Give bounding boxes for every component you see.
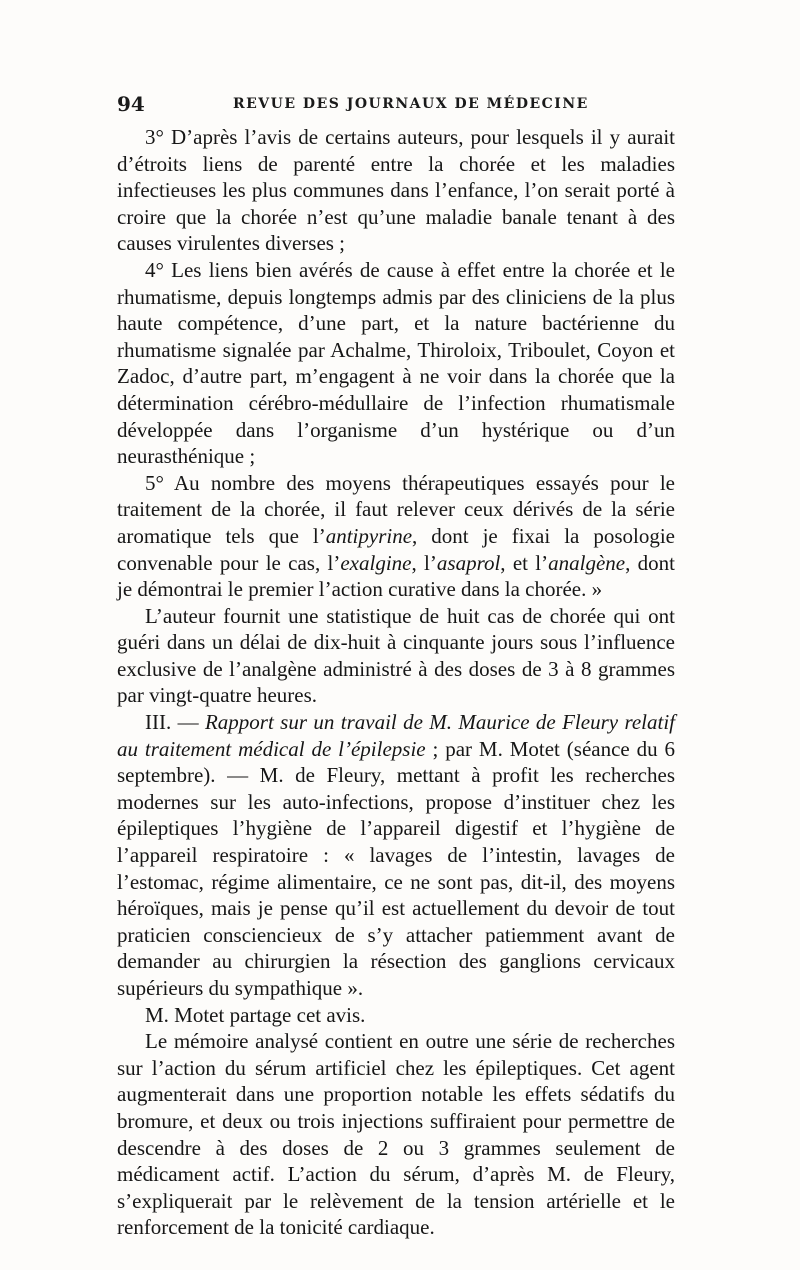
paragraph bbox=[117, 124, 675, 257]
italic-text: antipyrine bbox=[325, 523, 413, 548]
body-text bbox=[117, 124, 675, 1241]
italic-text: analgène bbox=[548, 550, 626, 575]
paragraph bbox=[117, 603, 675, 709]
text-run: , l’ bbox=[411, 550, 437, 575]
text-run: , dont je fixai la posologie convenable pour le cas, l’ bbox=[117, 523, 675, 575]
italic-text: Rapport sur un travail de M. Maurice de Fleury relatif au traitement médical de l’épilepsie bbox=[117, 710, 675, 761]
paragraph bbox=[117, 1002, 675, 1029]
text-run: ; par M. Motet (séance du 6 septembre). — M. de Fleury, mettant à profit les recherches modernes sur les auto-infections, propose d’instituer chez les épileptiques l’hygiène de l’appareil digestif et l’hygiène de l’appareil respiratoire : « lavages de l’intestin, lavages de l’estomac, régime alimentaire, ce ne sont pas, dit-il, des moyens héroïques, mais je pense qu’il est actuellement du devoir de tout praticien consciencieux de s’y attacher patiemment avant de demander au chirurgien la résection des ganglions cervicaux supérieurs du sympathique ». bbox=[117, 736, 675, 1000]
page-number: 94 bbox=[117, 92, 145, 116]
text-run: Le mémoire analysé contient en outre une série de recherches sur l’action du sérum artificiel chez les épileptiques. Cet agent augmenterait dans une proportion notable les effets sédatifs du bromure, et deux ou trois injections suffiraient pour permettre de descendre à des doses de 2 ou 3 grammes seulement de médicament actif. L’action du sérum, d’après M. de Fleury, s’expliquerait par le relèvement de la tension artérielle et le renforcement de la tonicité cardiaque. bbox=[117, 1029, 675, 1240]
text-run: M. Motet partage cet avis. bbox=[145, 1002, 366, 1027]
paragraph bbox=[117, 257, 675, 470]
text-run: , dont je démontrai le premier l’action curative dans la chorée. » bbox=[117, 550, 676, 602]
text-run: 4° Les liens bien avérés de cause à effet entre la chorée et le rhumatisme, depuis longtemps admis par des cliniciens de la plus haute compétence, d’une part, et la nature bactérienne du rhumatisme signalée par Achalme, Thiroloix, Triboulet, Coyon et Zadoc, d’autre part, m’engagent à ne voir dans la chorée que la détermination cérébro-médullaire de l’infection rhumatismale développée dans l’organisme d’un hystérique ou d’un neurasthénique ; bbox=[117, 257, 675, 469]
page-header bbox=[117, 92, 677, 116]
text-run: III. — bbox=[145, 710, 205, 735]
running-head: REVUE DES JOURNAUX DE MÉDECINE bbox=[233, 96, 589, 112]
paragraph bbox=[117, 1028, 675, 1241]
paragraph bbox=[117, 709, 675, 1002]
italic-text: exalgine bbox=[340, 550, 412, 575]
text-run: , et l’ bbox=[500, 550, 549, 575]
text-run: L’auteur fournit une statistique de huit cas de chorée qui ont guéri dans un délai de dix-huit à cinquante jours sous l’influence exclusive de l’analgène administré à des doses de 3 à 8 grammes par vingt-quatre heures. bbox=[117, 603, 675, 708]
paragraph bbox=[117, 470, 675, 603]
italic-text: asaprol bbox=[436, 550, 501, 575]
text-run: 5° Au nombre des moyens thérapeutiques essayés pour le traitement de la chorée, il faut relever ceux dérivés de la série aromatique tels que l’ bbox=[117, 470, 675, 548]
text-run: 3° D’après l’avis de certains auteurs, pour lesquels il y aurait d’étroits liens de parenté entre la chorée et les maladies infectieuses les plus communes dans l’enfance, l’on serait porté à croire que la chorée n’est qu’une maladie banale tenant à des causes virulentes diverses ; bbox=[117, 125, 675, 256]
